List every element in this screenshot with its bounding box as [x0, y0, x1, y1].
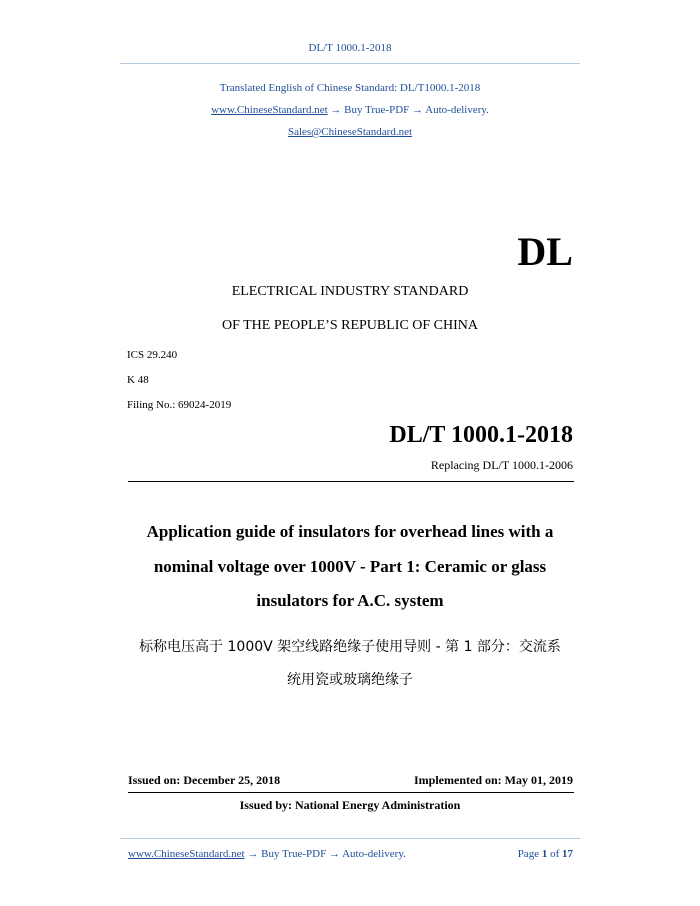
title-zh-line-1: 标称电压高于 1000V 架空线路绝缘子使用导则 - 第 1 部分：交流系	[139, 639, 561, 655]
industry-line-2: OF THE PEOPLE’S REPUBLIC OF CHINA	[221, 318, 479, 333]
page-of: of	[550, 848, 560, 860]
issued-by: Issued by: National Energy Administration	[239, 798, 461, 812]
page-indicator	[518, 848, 573, 860]
footer-site-link[interactable]: www.ChineseStandard.net	[128, 848, 245, 860]
k-code: K 48	[127, 374, 149, 386]
site-link[interactable]: www.ChineseStandard.net	[211, 104, 328, 116]
running-header: DL/T 1000.1-2018	[308, 42, 392, 54]
ics-code: ICS 29.240	[127, 349, 178, 361]
title-en-line-3: insulators for A.C. system	[256, 591, 444, 610]
implemented-on: Implemented on: May 01, 2019	[414, 773, 573, 787]
filing-number: Filing No.: 69024-2019	[127, 399, 232, 411]
translated-note: Translated English of Chinese Standard: DL/T1000.1-2018	[219, 82, 481, 94]
email-line	[0, 126, 700, 138]
page-current: 1	[541, 848, 548, 860]
page-total: 17	[562, 848, 573, 860]
issued-on: Issued on: December 25, 2018	[128, 773, 281, 787]
footer-buy-text: → Buy True-PDF → Auto-delivery.	[247, 848, 406, 860]
header-link-line	[0, 104, 700, 116]
page-label: Page	[517, 848, 540, 860]
title-en-line-2: nominal voltage over 1000V - Part 1: Ceramic or glass	[153, 557, 547, 576]
footer-rule	[120, 838, 580, 839]
industry-line-1: ELECTRICAL INDUSTRY STANDARD	[231, 284, 469, 299]
email-link[interactable]: Sales@ChineseStandard.net	[287, 126, 413, 138]
title-zh-line-2: 统用瓷或玻璃绝缘子	[287, 672, 413, 688]
title-en-line-1: Application guide of insulators for overhead lines with a	[146, 522, 554, 541]
standard-logo: DL	[517, 229, 573, 274]
footer-link-line	[128, 848, 406, 860]
title-top-rule	[128, 481, 574, 482]
header-rule	[120, 63, 580, 64]
replacing-note: Replacing DL/T 1000.1-2006	[430, 458, 573, 472]
buy-text: → Buy True-PDF → Auto-delivery.	[330, 104, 489, 116]
issue-rule	[128, 792, 574, 793]
standard-number: DL/T 1000.1-2018	[389, 422, 573, 448]
